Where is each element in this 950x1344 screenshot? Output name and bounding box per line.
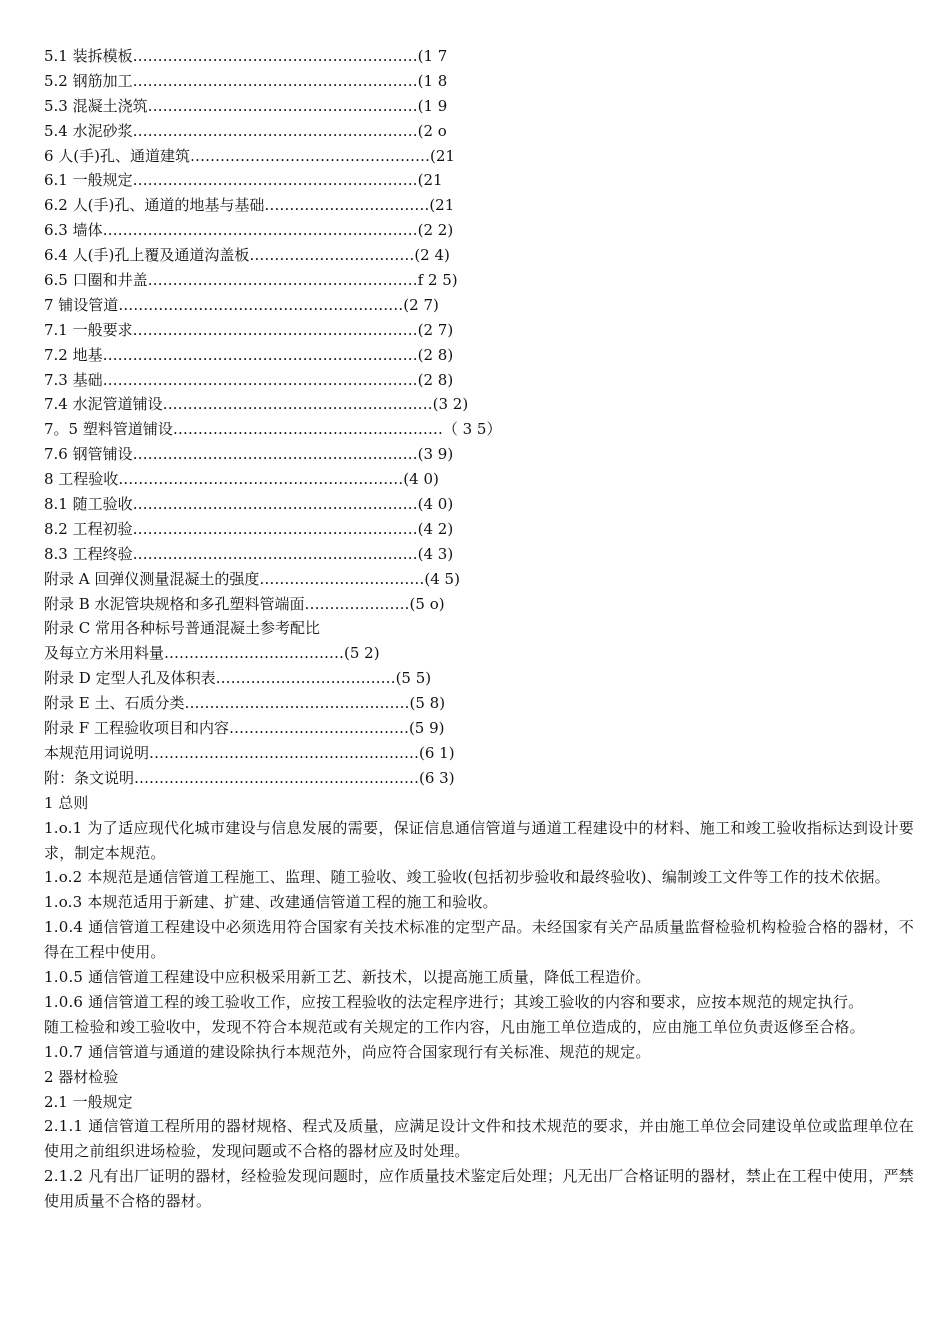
toc-entry: 7。5 塑料管道铺设………………………………………………（ 3 5） bbox=[44, 420, 502, 439]
clause-paragraph: 2.1.1 通信管道工程所用的器材规格、程式及质量，应满足设计文件和技术规范的要求，并由施工单位会同建设单位或监理单位在使用之前组织进场检验，发现问题或不合格的器材应及时处理。 bbox=[44, 1117, 914, 1161]
toc-entry: 附录 E 土、石质分类………………………………………(5 8) bbox=[44, 694, 446, 713]
toc-entry: 5.2 钢筋加工…………………………………………………(1 8 bbox=[44, 71, 448, 90]
toc-entry: 附：条文说明…………………………………………………(6 3) bbox=[44, 768, 455, 787]
toc-entry: 8 工程验收…………………………………………………(4 0) bbox=[44, 470, 439, 489]
clause-paragraph: 随工检验和竣工验收中，发现不符合本规范或有关规定的工作内容，凡由施工单位造成的，应由施工单位负责返修至合格。 bbox=[44, 1017, 865, 1036]
toc-entry: 8.1 随工验收…………………………………………………(4 0) bbox=[44, 495, 454, 514]
toc-entry: 6.3 墙体………………………………………………………(2 2) bbox=[44, 221, 454, 240]
document-body bbox=[44, 791, 914, 1214]
toc-entry: 7.1 一般要求…………………………………………………(2 7) bbox=[44, 320, 454, 339]
toc-entry: 附录 A 回弹仪测量混凝土的强度……………………………(4 5) bbox=[44, 569, 460, 588]
toc-entry: 6.1 一般规定…………………………………………………(21 bbox=[44, 171, 443, 190]
toc-entry: 8.2 工程初验…………………………………………………(4 2) bbox=[44, 519, 454, 538]
toc-entry: 6 人(手)孔、通道建筑…………………………………………(21 bbox=[44, 146, 455, 165]
clause-paragraph: 1.0.7 通信管道与通道的建设除执行本规范外，尚应符合国家现行有关标准、规范的规定。 bbox=[44, 1042, 651, 1061]
toc-entry: 附录 D 定型人孔及体积表………………………………(5 5) bbox=[44, 669, 432, 688]
toc-entry: 6.2 人(手)孔、通道的地基与基础……………………………(21 bbox=[44, 196, 455, 215]
document-page bbox=[44, 44, 914, 1214]
clause-paragraph: 1.o.1 为了适应现代化城市建设与信息发展的需要，保证信息通信管道与通道工程建设中的材料、施工和竣工验收指标达到设计要求，制定本规范。 bbox=[44, 818, 914, 862]
clause-paragraph: 1.0.6 通信管道工程的竣工验收工作，应按工程验收的法定程序进行；其竣工验收的内容和要求，应按本规范的规定执行。 bbox=[44, 992, 864, 1011]
chapter-heading: 2 器材检验 bbox=[44, 1067, 119, 1086]
toc-entry: 5.4 水泥砂浆…………………………………………………(2 o bbox=[44, 121, 447, 140]
table-of-contents bbox=[44, 44, 914, 791]
toc-entry: 7.6 钢管铺设…………………………………………………(3 9) bbox=[44, 445, 454, 464]
toc-entry: 及每立方米用料量………………………………(5 2) bbox=[44, 644, 380, 663]
clause-paragraph: 1.0.4 通信管道工程建设中必须选用符合国家有关技术标准的定型产品。未经国家有关产品质量监督检验机构检验合格的器材，不得在工程中使用。 bbox=[44, 918, 914, 962]
toc-entry: 5.1 装拆模板…………………………………………………(1 7 bbox=[44, 47, 448, 65]
toc-entry: 7.4 水泥管道铺设………………………………………………(3 2) bbox=[44, 395, 469, 414]
toc-entry: 7 铺设管道…………………………………………………(2 7) bbox=[44, 295, 439, 314]
toc-entry: 5.3 混凝土浇筑………………………………………………(1 9 bbox=[44, 96, 448, 115]
chapter-heading: 1 总则 bbox=[44, 793, 89, 812]
toc-entry: 附录 C 常用各种标号普通混凝土参考配比 bbox=[44, 619, 321, 638]
toc-entry: 6.5 口圈和井盖………………………………………………f 2 5) bbox=[44, 271, 458, 290]
clause-paragraph: 2.1.2 凡有出厂证明的器材，经检验发现问题时，应作质量技术鉴定后处理；凡无出厂合格证明的器材，禁止在工程中使用，严禁使用质量不合格的器材。 bbox=[44, 1167, 914, 1211]
toc-entry: 7.3 基础………………………………………………………(2 8) bbox=[44, 370, 454, 389]
toc-entry: 本规范用词说明………………………………………………(6 1) bbox=[44, 743, 455, 762]
clause-paragraph: 1.0.5 通信管道工程建设中应积极采用新工艺、新技术，以提高施工质量，降低工程造价。 bbox=[44, 968, 651, 987]
toc-entry: 8.3 工程终验…………………………………………………(4 3) bbox=[44, 544, 454, 563]
toc-entry: 附录 F 工程验收项目和内容………………………………(5 9) bbox=[44, 719, 445, 738]
toc-entry: 附录 B 水泥管块规格和多孔塑料管端面…………………(5 o) bbox=[44, 594, 445, 613]
toc-entry: 7.2 地基………………………………………………………(2 8) bbox=[44, 345, 454, 364]
section-heading: 2.1 一般规定 bbox=[44, 1092, 133, 1111]
clause-paragraph: 1.o.2 本规范是通信管道工程施工、监理、随工验收、竣工验收(包括初步验收和最终验收)、编制竣工文件等工作的技术依据。 bbox=[44, 868, 890, 887]
clause-paragraph: 1.o.3 本规范适用于新建、扩建、改建通信管道工程的施工和验收。 bbox=[44, 893, 498, 912]
toc-entry: 6.4 人(手)孔上覆及通道沟盖板……………………………(2 4) bbox=[44, 246, 450, 265]
